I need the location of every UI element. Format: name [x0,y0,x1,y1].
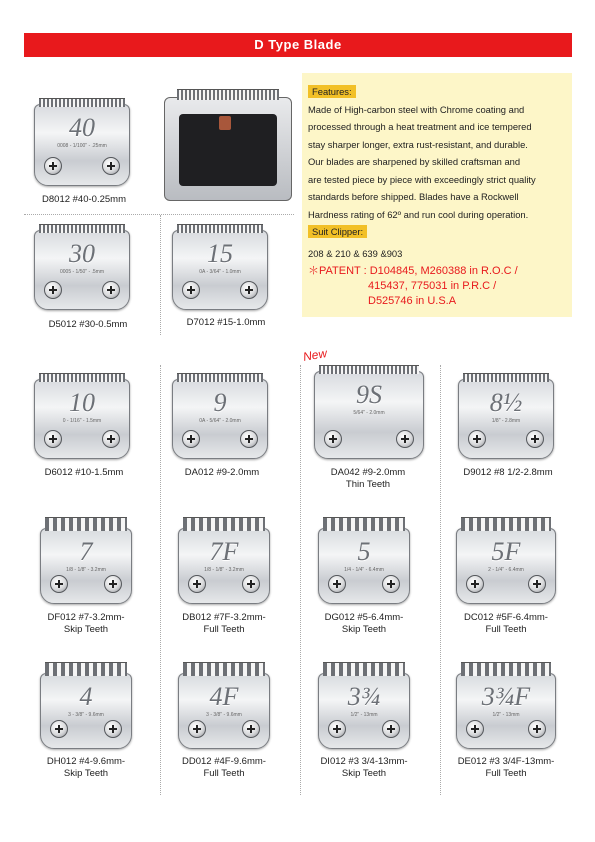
blade-label [164,612,284,636]
screw-icon [242,575,260,593]
blade-label-line: Skip Teeth [341,768,387,779]
blade-number: 15 [207,239,233,268]
blade-number: 40 [69,113,95,142]
screw-icon [240,281,258,299]
screw-icon [44,430,62,448]
screw-icon [104,575,122,593]
blade-label [308,467,428,491]
blade-label [304,612,424,636]
blade-label-line: DB012 #7F-3.2mm- [182,612,266,623]
patent-line: 415437, 775031 in P.R.C / [368,280,497,292]
screw-icon [44,281,62,299]
divider [300,365,301,795]
blade-number: 9S [356,380,382,409]
features-line: Our blades are sharpened by skilled craftsman and [308,156,521,167]
features-line: standards before shipped. Blades have a Rockwell [308,191,519,202]
blade-image [172,379,268,459]
blade-size-text: 3 - 3/8" - 9.6mm [206,712,242,718]
blade-size-text: 1/4 - 1/4" - 6.4mm [344,567,384,573]
screw-icon [240,430,258,448]
blade-image [178,673,270,749]
blade-image [458,379,554,459]
features-panel [302,73,572,317]
screw-icon [182,430,200,448]
blade-number: 3¾F [481,682,531,711]
screw-icon [328,720,346,738]
screw-icon [526,430,544,448]
blade-label [162,467,282,479]
blade-number: 30 [69,239,95,268]
blade-size-text: 3 - 3/8" - 9.6mm [68,712,104,718]
screw-icon [50,720,68,738]
blade-number: 3¾ [347,682,381,711]
screw-icon [382,720,400,738]
blade-label [304,756,424,780]
blade-label [164,756,284,780]
blade-label-line: DA042 #9-2.0mm [330,467,406,478]
screw-icon [528,575,546,593]
blade-label [448,467,568,479]
blade-label-line: Thin Teeth [345,479,391,490]
blade-image [40,673,132,749]
blade-label-line: DH012 #4-9.6mm- [46,756,126,767]
blade-label [446,612,566,636]
blade-size-text: 5/64" - 2.0mm [353,410,385,416]
screw-icon [396,430,414,448]
screw-icon [328,575,346,593]
features-line: stay sharper longer, extra rust-resistant, and durable. [308,138,528,150]
blade-label [166,317,286,329]
suit-clipper-models: 208 & 210 & 639 &903 [308,247,403,259]
features-line: processed through a heat treatment and ice tempered [308,121,532,132]
blade-number: 5 [357,537,371,566]
blade-label-line: DD012 #4F-9.6mm- [182,756,266,767]
blade-label-line: DA012 #9-2.0mm [184,467,260,478]
blade-label-line: DG012 #5-6.4mm- [324,612,404,623]
screw-icon [102,157,120,175]
features-heading: Features: [308,85,356,98]
blade-label [24,467,144,479]
page-title: D Type Blade [24,33,572,57]
patent-line: ＊PATENT : D104845, M260388 in R.O.C / [308,265,518,277]
blade-number: 9 [213,388,227,417]
blade-label-line: DF012 #7-3.2mm- [47,612,125,623]
blade-size-text: 1/8 - 1/8" - 3.2mm [204,567,244,573]
features-line: Made of High-carbon steel with Chrome coating and [308,103,525,115]
blade-number: 4 [79,682,93,711]
screw-icon [50,575,68,593]
suit-clipper-heading: Suit Clipper: [308,225,367,238]
blade-label-line: DC012 #5F-6.4mm- [464,612,548,623]
blade-image [34,104,130,186]
screw-icon [44,157,62,175]
blade-size-text: 0005 - 1/50" - .5mm [59,269,105,275]
blade-label-line: D5012 #30-0.5mm [48,319,128,330]
blade-image [40,528,132,604]
divider [160,365,161,795]
screw-icon [466,575,484,593]
blade-label-line: Skip Teeth [63,624,109,635]
blade-image [456,528,556,604]
screw-icon [182,281,200,299]
blade-label-line: Skip Teeth [63,768,109,779]
blade-holder-accent [219,116,231,130]
blade-label [26,612,146,636]
screw-icon [242,720,260,738]
divider [24,214,294,215]
blade-label-line: D7012 #15-1.0mm [186,317,266,328]
blade-label-line: Full Teeth [485,624,527,635]
blade-label-line: DI012 #3 3/4-13mm- [320,756,408,767]
blade-image [318,528,410,604]
blade-size-text: 0A - 3/64" - 1.0mm [199,269,241,275]
features-line: are tested piece by piece with exceedingly strict quality [308,173,536,185]
screw-icon [104,720,122,738]
blade-label-line: D8012 #40-0.25mm [42,194,126,205]
blade-label-line: D9012 #8 1/2-2.8mm [463,467,553,478]
blade-image [172,230,268,310]
blade-size-text: 0A - 5/64" - 2.0mm [199,418,241,424]
screw-icon [528,720,546,738]
blade-image [34,230,130,310]
screw-icon [382,575,400,593]
blade-image [178,528,270,604]
blade-size-text: 0008 - 1/100" - .25mm [57,143,107,149]
screw-icon [468,430,486,448]
blade-number: 10 [69,388,95,417]
patent-line: D525746 in U.S.A [368,295,457,307]
blade-image [456,673,556,749]
blade-image [314,371,424,459]
blade-number: 4F [209,682,239,711]
screw-icon [324,430,342,448]
blade-number: 8½ [489,388,523,417]
blade-label-line: D6012 #10-1.5mm [44,467,124,478]
blade-label [24,194,144,206]
screw-icon [102,281,120,299]
blade-label-line: Full Teeth [485,768,527,779]
blade-size-text: 2 - 1/4" - 6.4mm [488,567,524,573]
blade-image [34,379,130,459]
screw-icon [102,430,120,448]
blade-label [28,319,148,331]
blade-size-text: 0 - 1/16" - 1.5mm [62,418,102,424]
blade-size-text: 1/8 - 1/8" - 3.2mm [66,567,106,573]
screw-icon [466,720,484,738]
blade-number: 7 [79,537,93,566]
screw-icon [188,575,206,593]
blade-label-line: Skip Teeth [341,624,387,635]
blade-label-line: DE012 #3 3/4F-13mm- [457,756,555,767]
patent-info [308,264,566,309]
blade-image [318,673,410,749]
blade-label [446,756,566,780]
blade-number: 7F [209,537,239,566]
blade-number: 5F [491,537,521,566]
features-line: Hardness rating of 62º and run cool during operation. [308,208,529,220]
new-badge: New [301,346,329,364]
blade-size-text: 1/2" - 13mm [350,712,378,718]
blade-size-text: 1/2" - 13mm [492,712,520,718]
blade-label-line: Full Teeth [203,624,245,635]
blade-label-line: Full Teeth [203,768,245,779]
blade-holder-image [164,97,292,201]
divider [160,215,161,335]
divider [440,365,441,795]
screw-icon [188,720,206,738]
blade-label [26,756,146,780]
blade-size-text: 1/8" - 2.8mm [491,418,521,424]
